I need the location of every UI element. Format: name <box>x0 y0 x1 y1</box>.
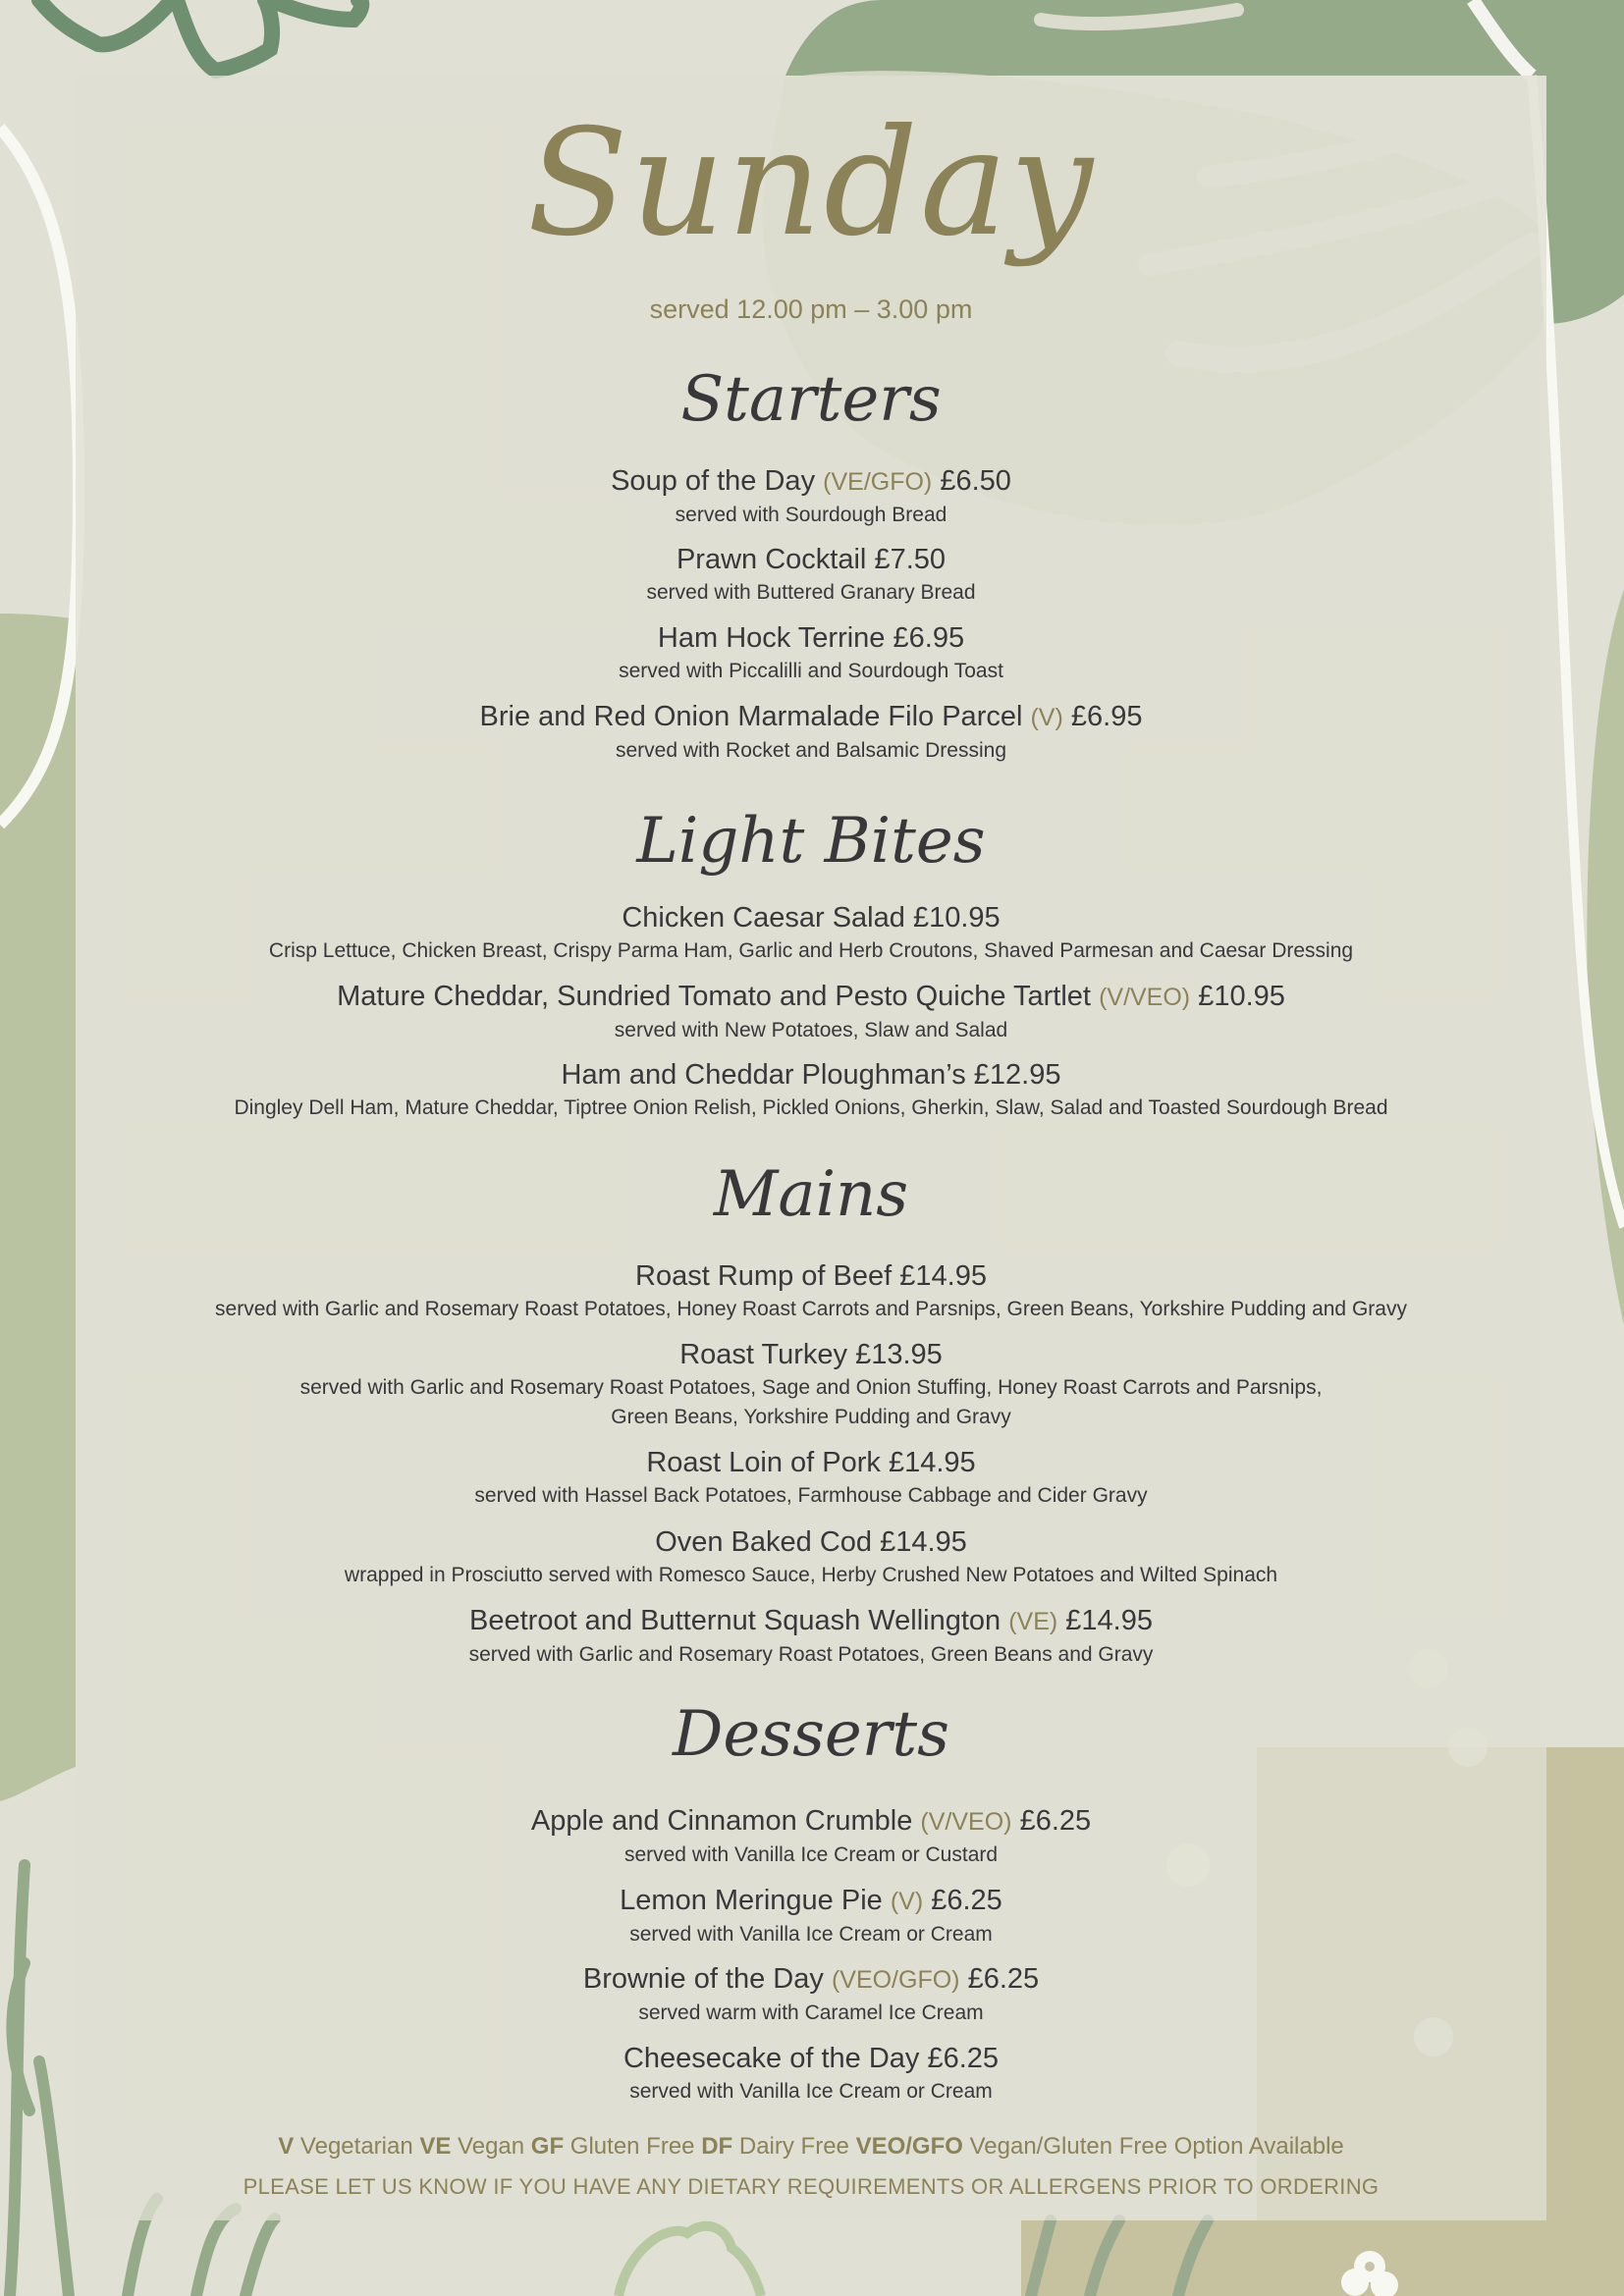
menu-item <box>76 1962 1546 2028</box>
menu-item <box>76 1804 1546 1870</box>
item-price: £10.95 <box>1198 981 1285 1012</box>
dietary-tag: (V/VEO) <box>1099 984 1191 1011</box>
item-description: served with Vanilla Ice Cream or Cream <box>629 1923 993 1946</box>
legend-code: GF <box>530 2133 565 2160</box>
item-name: Roast Turkey <box>679 1339 848 1370</box>
served-hours: served 12.00 pm – 3.00 pm <box>649 294 973 324</box>
item-description: served with Garlic and Rosemary Roast Potatoes, Green Beans and Gravy <box>468 1643 1154 1666</box>
menu-item <box>76 1058 1546 1123</box>
item-price: £6.95 <box>1070 701 1143 732</box>
menu-item <box>76 980 1546 1045</box>
legend-label: Dairy Free <box>738 2133 849 2160</box>
menu-item <box>76 464 1546 530</box>
item-name: Brie and Red Onion Marmalade Filo Parcel <box>479 701 1023 732</box>
item-name: Ham Hock Terrine <box>657 622 886 654</box>
item-name: Cheesecake of the Day <box>623 2043 920 2074</box>
dietary-tag: (V) <box>1030 704 1063 731</box>
item-name: Lemon Meringue Pie <box>620 1885 883 1916</box>
item-name: Brownie of the Day <box>582 1963 824 1995</box>
item-description: served with New Potatoes, Slaw and Salad <box>614 1019 1008 1041</box>
legend-code: VE <box>419 2133 452 2160</box>
item-price: £14.95 <box>888 1447 976 1478</box>
dietary-legend <box>76 2133 1546 2161</box>
menu-item <box>76 1884 1546 1949</box>
legend-code: DF <box>701 2133 733 2160</box>
item-description: Crisp Lettuce, Chicken Breast, Crispy Parma Ham, Garlic and Herb Croutons, Shaved Parmesan and Caesar Dressing <box>268 939 1354 962</box>
legend-code: VEO/GFO <box>855 2133 963 2160</box>
item-price: £7.50 <box>874 544 947 575</box>
legend-label: Vegan <box>458 2133 525 2160</box>
item-name: Ham and Cheddar Ploughman’s <box>561 1059 966 1091</box>
item-description: served with Garlic and Rosemary Roast Potatoes, Honey Roast Carrots and Parsnips, Green Beans, Yorkshire Pudding and Gravy <box>215 1298 1407 1320</box>
item-name: Roast Rump of Beef <box>635 1260 893 1292</box>
item-name: Chicken Caesar Salad <box>622 902 905 934</box>
flower-outline-bottom-icon <box>619 2226 761 2296</box>
menu-item <box>76 1604 1546 1670</box>
flower-outline-icon <box>39 0 361 71</box>
menu-item <box>76 543 1546 608</box>
item-price: £13.95 <box>855 1339 943 1370</box>
item-description: served with Sourdough Bread <box>675 504 947 526</box>
dietary-tag: (VEO/GFO) <box>831 1966 960 1994</box>
menu-item <box>76 2042 1546 2107</box>
item-description: served with Buttered Granary Bread <box>646 581 976 604</box>
item-price: £6.25 <box>931 1885 1002 1916</box>
menu-item <box>76 1259 1546 1324</box>
section-heading-mains: Mains <box>713 1158 909 1231</box>
dietary-tag: (VE/GFO) <box>823 468 933 496</box>
item-price: £12.95 <box>973 1059 1061 1091</box>
menu-item <box>76 621 1546 686</box>
legend-label: Vegetarian <box>299 2133 413 2160</box>
item-price: £6.25 <box>967 1963 1040 1995</box>
dietary-tag: (VE) <box>1008 1608 1058 1635</box>
item-description: served with Vanilla Ice Cream or Custard <box>623 1843 999 1866</box>
item-price: £14.95 <box>880 1526 967 1558</box>
item-description: Dingley Dell Ham, Mature Cheddar, Tiptree Onion Relish, Pickled Onions, Gherkin, Slaw, Salad and Toasted Sourdough Bread <box>234 1096 1388 1119</box>
item-description: served with Piccalilli and Sourdough Toast <box>619 660 1003 682</box>
allergen-notice: PLEASE LET US KNOW IF YOU HAVE ANY DIETARY REQUIREMENTS OR ALLERGENS PRIOR TO ORDERING <box>243 2174 1380 2199</box>
item-name: Roast Loin of Pork <box>646 1447 881 1478</box>
section-heading-light-bites: Light Bites <box>636 805 986 878</box>
menu-item <box>76 700 1546 766</box>
item-description: wrapped in Prosciutto served with Romesco Sauce, Herby Crushed New Potatoes and Wilted Spinach <box>344 1564 1278 1586</box>
item-name: Mature Cheddar, Sundried Tomato and Pesto Quiche Tartlet <box>337 981 1091 1012</box>
menu-item <box>76 1525 1546 1590</box>
menu-item <box>76 901 1546 966</box>
item-price: £10.95 <box>912 902 1001 934</box>
item-price: £6.25 <box>927 2043 1000 2074</box>
item-description: served with Hassel Back Potatoes, Farmhouse Cabbage and Cider Gravy <box>474 1484 1148 1507</box>
legend-label: Gluten Free <box>569 2133 695 2160</box>
legend-code: V <box>278 2133 295 2160</box>
section-heading-starters: Starters <box>680 363 942 436</box>
item-description: served with Vanilla Ice Cream or Cream <box>629 2080 993 2103</box>
section-heading-desserts: Desserts <box>673 1698 949 1771</box>
item-name: Apple and Cinnamon Crumble <box>530 1805 913 1837</box>
dietary-tag: (V/VEO) <box>920 1808 1012 1836</box>
menu-item <box>76 1446 1546 1511</box>
dietary-tag: (V) <box>890 1888 924 1915</box>
item-description: served warm with Caramel Ice Cream <box>638 2002 984 2024</box>
item-price: £6.95 <box>893 622 965 654</box>
menu-content <box>76 76 1546 2220</box>
sage-shape-left <box>0 614 76 1801</box>
item-price: £6.50 <box>940 465 1011 497</box>
item-name: Beetroot and Butternut Squash Wellington <box>469 1605 1001 1636</box>
legend-label: Vegan/Gluten Free Option Available <box>969 2133 1344 2160</box>
menu-item <box>76 1338 1546 1432</box>
item-name: Oven Baked Cod <box>655 1526 873 1558</box>
item-description: Green Beans, Yorkshire Pudding and Gravy <box>611 1406 1011 1428</box>
item-price: £14.95 <box>899 1260 987 1292</box>
item-price: £14.95 <box>1065 1605 1153 1636</box>
item-name: Soup of the Day <box>611 465 816 497</box>
item-price: £6.25 <box>1019 1805 1092 1837</box>
item-description: served with Garlic and Rosemary Roast Potatoes, Sage and Onion Stuffing, Honey Roast Carrots and Parsnips, <box>299 1376 1323 1399</box>
item-name: Prawn Cocktail <box>676 544 867 575</box>
page-title: Sunday <box>526 98 1096 269</box>
item-description: served with Rocket and Balsamic Dressing <box>616 739 1006 762</box>
